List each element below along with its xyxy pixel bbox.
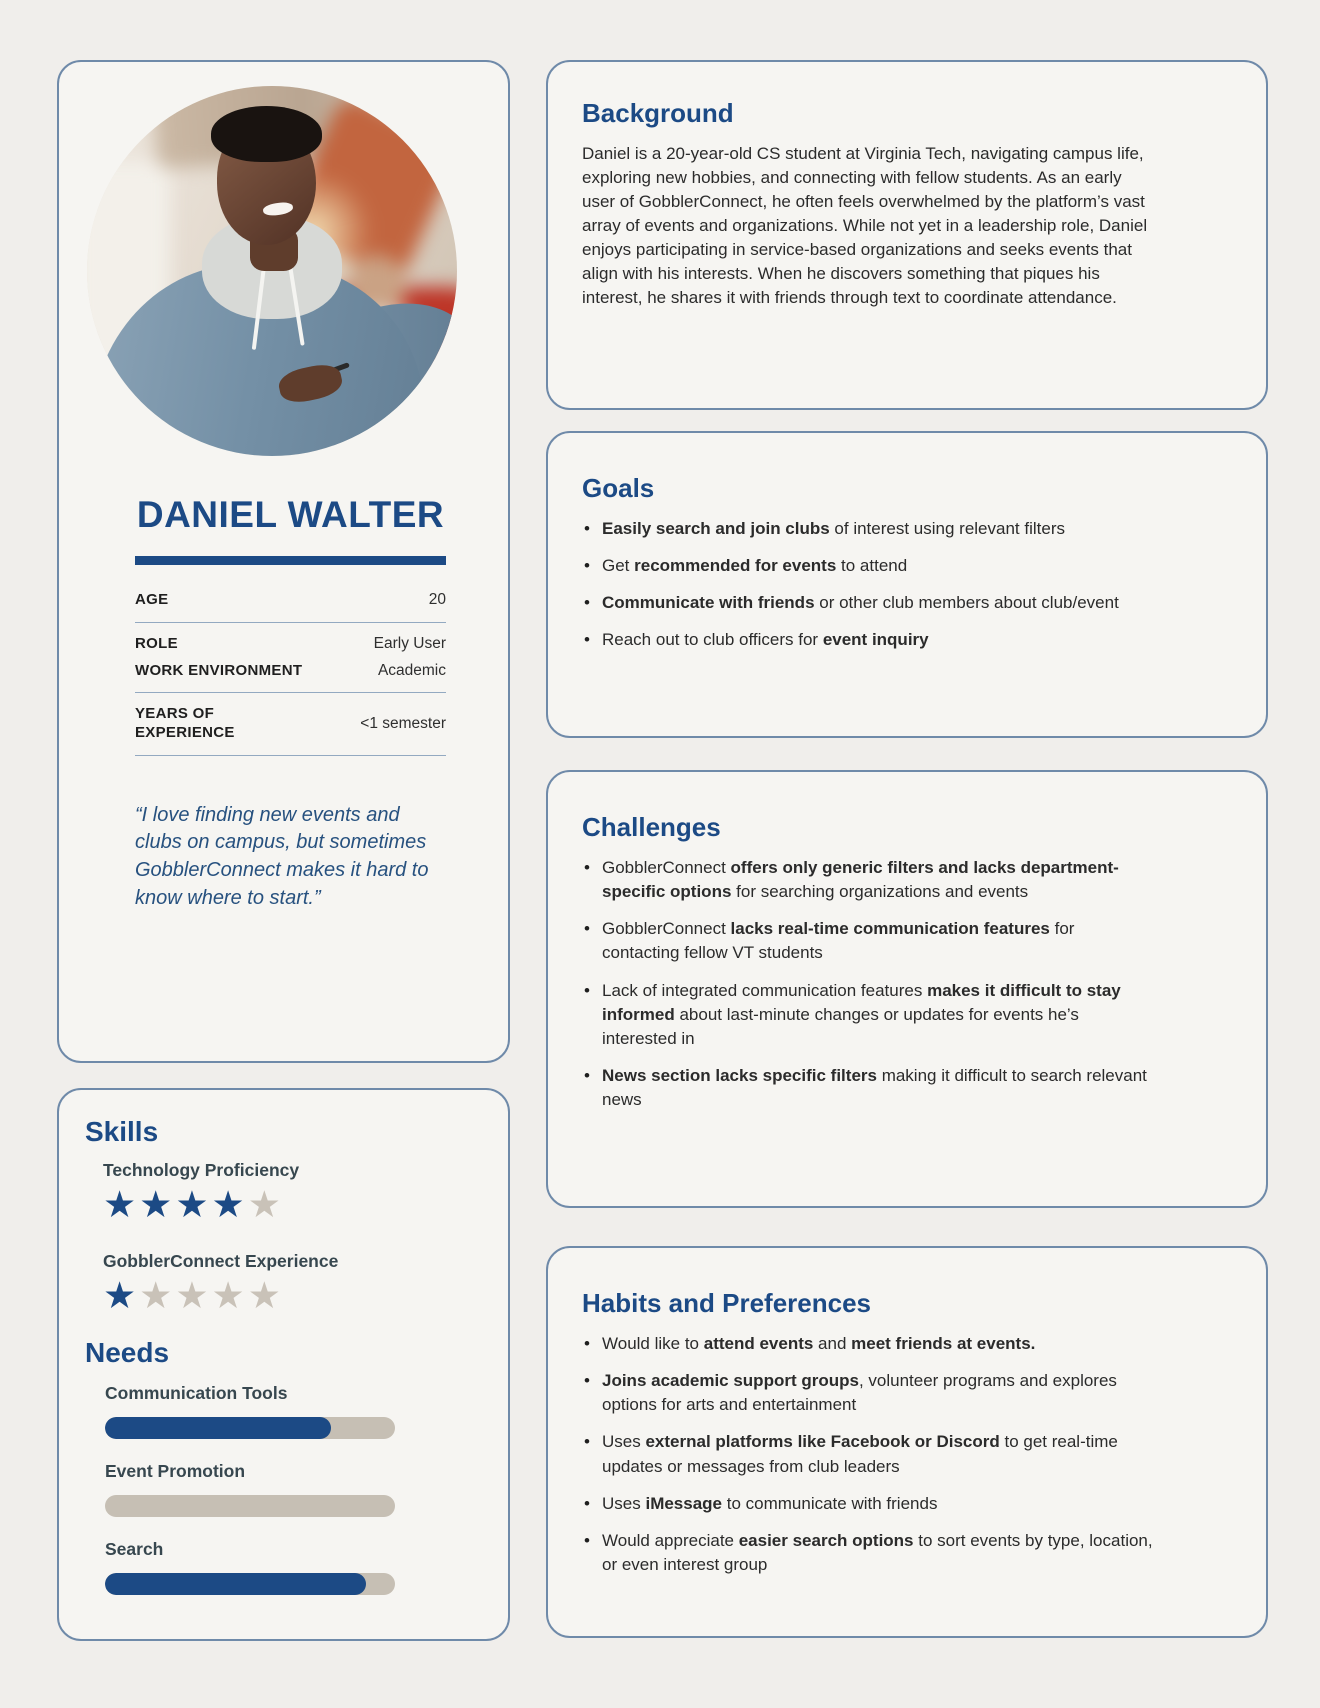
photo-subject (87, 86, 457, 456)
attribute-value: Academic (377, 661, 446, 679)
skill-label: Technology Proficiency (103, 1160, 300, 1180)
goals-card (546, 431, 1268, 738)
attribute-row-work-environment (135, 658, 446, 694)
star-filled-icon: ★ (211, 1184, 248, 1225)
star-empty-icon: ★ (247, 1184, 284, 1225)
bullet-item: • Joins academic support groups, volunteer programs and explores options for arts and entertainment (582, 1369, 1156, 1417)
habits-list (582, 1332, 1156, 1577)
skills-title: Skills (85, 1116, 159, 1147)
profile-photo (87, 86, 457, 456)
star-filled-icon: ★ (139, 1184, 176, 1225)
bullet-item: • Communicate with friends or other club members about club/event (582, 591, 1156, 615)
bullet-item: • Easily search and join clubs of interest using relevant filters (582, 517, 1156, 541)
bullet-item: • Uses iMessage to communicate with friends (582, 1492, 1156, 1516)
name-underline (135, 556, 446, 565)
section-title-background: Background (582, 98, 734, 128)
right-column (546, 60, 1268, 1641)
attribute-value: Early User (373, 635, 446, 653)
star-filled-icon: ★ (103, 1184, 140, 1225)
profile-card (57, 60, 510, 1063)
background-paragraph: Daniel is a 20-year-old CS student at Virginia Tech, navigating campus life, exploring new hobbies, and connecting with fellow students. As an early user of GobblerConnect, he often feels overwhelmed by the platform’s vast array of events and organizations. While not yet in a leadership role, Daniel enjoys participating in service-based organizations and seeks events that align with his interests. When he discovers something that piques his interest, he shares it with friends through text to coordinate attendance. (582, 144, 1148, 307)
skill-technology-proficiency (103, 1160, 484, 1227)
bullet-item: • News section lacks specific filters making it difficult to search relevant news (582, 1064, 1156, 1112)
challenges-card (546, 770, 1268, 1208)
needs-title: Needs (85, 1336, 170, 1368)
bullet-item: • GobblerConnect lacks real-time communication features for contacting fellow VT students (582, 917, 1156, 965)
habits-card (546, 1246, 1268, 1638)
attribute-row-age (135, 579, 446, 623)
star-rating (103, 1183, 484, 1227)
need-label: Search (105, 1538, 164, 1559)
star-rating (103, 1274, 484, 1318)
attribute-table (135, 579, 446, 756)
star-filled-icon: ★ (175, 1184, 212, 1225)
challenges-list (582, 856, 1156, 1112)
attribute-label: WORK ENVIRONMENT (135, 661, 303, 679)
star-filled-icon: ★ (103, 1275, 140, 1317)
attribute-value: 20 (428, 591, 446, 609)
star-empty-icon: ★ (247, 1275, 284, 1317)
need-communication-tools (105, 1383, 484, 1439)
need-label: Event Promotion (105, 1460, 246, 1481)
progress-bar (105, 1495, 395, 1517)
star-empty-icon: ★ (175, 1275, 212, 1317)
section-title-habits: Habits and Preferences (582, 1288, 872, 1318)
need-event-promotion (105, 1461, 484, 1517)
bullet-item: • Uses external platforms like Facebook or Discord to get real-time updates or messages from club leaders (582, 1430, 1156, 1478)
bullet-item: • Lack of integrated communication features makes it difficult to stay informed about last-minute changes or updates for events he’s interested in (582, 979, 1156, 1051)
section-title-goals: Goals (582, 473, 655, 503)
attribute-value: <1 semester (360, 715, 446, 732)
attribute-label: ROLE (135, 634, 178, 652)
progress-bar (105, 1573, 395, 1595)
persona-name: DANIEL WALTER (136, 494, 445, 535)
attribute-label: YEARS OF EXPERIENCE (135, 705, 235, 741)
star-empty-icon: ★ (139, 1275, 176, 1317)
progress-bar-fill (105, 1573, 366, 1595)
attribute-row-years-of-experience (135, 693, 446, 756)
skills-needs-card (57, 1088, 510, 1641)
bullet-item: • Reach out to club officers for event inquiry (582, 628, 1156, 652)
progress-bar (105, 1417, 395, 1439)
bullet-item: • Would appreciate easier search options to sort events by type, location, or even interest group (582, 1529, 1156, 1577)
left-column (57, 60, 510, 1641)
photo-hair (211, 106, 322, 162)
bullet-item: • Get recommended for events to attend (582, 554, 1156, 578)
need-label: Communication Tools (105, 1382, 288, 1403)
attribute-row-role (135, 623, 446, 658)
need-search (105, 1539, 484, 1595)
persona-quote: “I love finding new events and clubs on campus, but sometimes GobblerConnect makes it hard to know where to start.” (135, 803, 429, 909)
bullet-item: • Would like to attend events and meet friends at events. (582, 1332, 1156, 1356)
skill-label: GobblerConnect Experience (103, 1251, 339, 1272)
background-card (546, 60, 1268, 410)
bullet-item: • GobblerConnect offers only generic filters and lacks department-specific options for searching organizations and events (582, 856, 1156, 904)
star-empty-icon: ★ (211, 1275, 248, 1317)
attribute-label: AGE (135, 591, 169, 608)
profile-details (135, 494, 446, 912)
section-title-challenges: Challenges (582, 812, 721, 842)
goals-list (582, 517, 1156, 653)
skill-gobblerconnect-experience (103, 1251, 484, 1318)
progress-bar-fill (105, 1417, 331, 1439)
